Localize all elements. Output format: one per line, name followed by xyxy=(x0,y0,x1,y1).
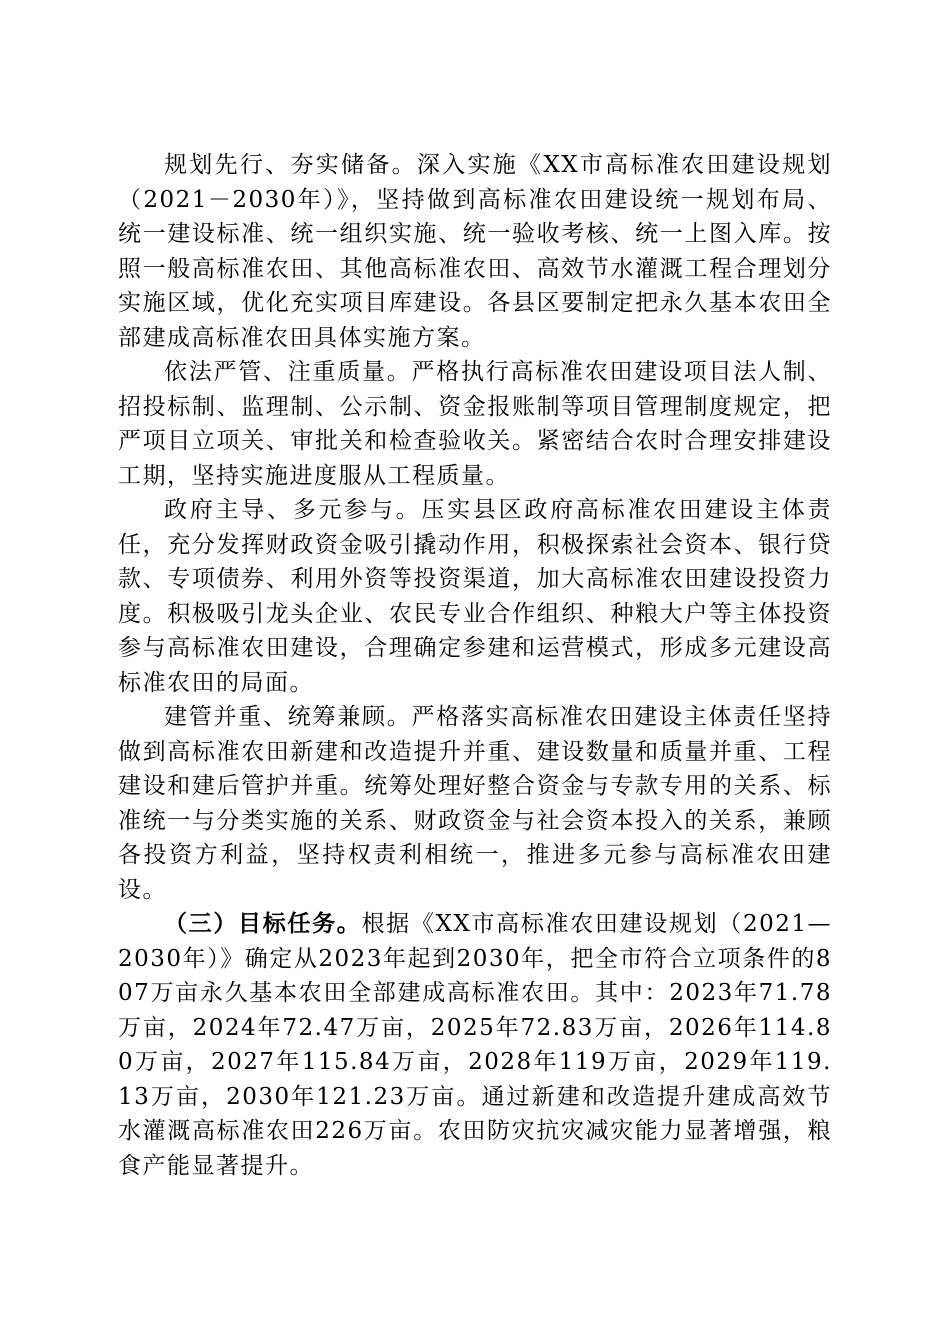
paragraph-text: 建管并重、统筹兼顾。严格落实高标准农田建设主体责任坚持做到高标准农田新建和改造提升并重、建设数量和质量并重、工程建设和建后管护并重。统筹处理好整合资金与专款专用的关系、标准统一与分类实施的关系、财政资金与社会资本投入的关系，兼顾各投资方利益，坚持权责利相统一，推进多元参与高标准农田建设。 xyxy=(118,704,832,903)
paragraph-text: 根据《XX市高标准农田建设规划（2021—2030年）》确定从2023年起到2030年，把全市符合立项条件的807万亩永久基本农田全部建成高标准农田。其中：2023年71.78万亩，2024年72.47万亩，2025年72.83万亩，2026年114.80万亩，2027年115.84万亩，2028年119万亩，2029年119.13万亩，2030年121.23万亩。通过新建和改造提升建成高效节水灌溉高标准农田226万亩。农田防灾抗灾减灾能力显著增强，粮食产能显著提升。 xyxy=(118,911,833,1179)
paragraph-participation xyxy=(118,493,832,700)
paragraph-planning xyxy=(118,148,832,355)
section-heading: （三）目标任务。 xyxy=(164,910,362,937)
document-page xyxy=(118,148,832,1183)
paragraph-targets xyxy=(118,907,832,1183)
paragraph-management xyxy=(118,700,832,907)
paragraph-text: 政府主导、多元参与。压实县区政府高标准农田建设主体责任，充分发挥财政资金吸引撬动作用，积极探索社会资本、银行贷款、专项债券、利用外资等投资渠道，加大高标准农田建设投资力度。积极吸引龙头企业、农民专业合作组织、种粮大户等主体投资参与高标准农田建设，合理确定参建和运营模式，形成多元建设高标准农田的局面。 xyxy=(118,497,832,696)
paragraph-text: 规划先行、夯实储备。深入实施《XX市高标准农田建设规划（2021－2030年）》，坚持做到高标准农田建设统一规划布局、统一建设标准、统一组织实施、统一验收考核、统一上图入库。按照一般高标准农田、其他高标准农田、高效节水灌溉工程合理划分实施区域，优化充实项目库建设。各县区要制定把永久基本农田全部建成高标准农田具体实施方案。 xyxy=(118,152,832,351)
paragraph-quality xyxy=(118,355,832,493)
paragraph-text: 依法严管、注重质量。严格执行高标准农田建设项目法人制、招投标制、监理制、公示制、资金报账制等项目管理制度规定，把严项目立项关、审批关和检查验收关。紧密结合农时合理安排建设工期，坚持实施进度服从工程质量。 xyxy=(118,359,832,489)
